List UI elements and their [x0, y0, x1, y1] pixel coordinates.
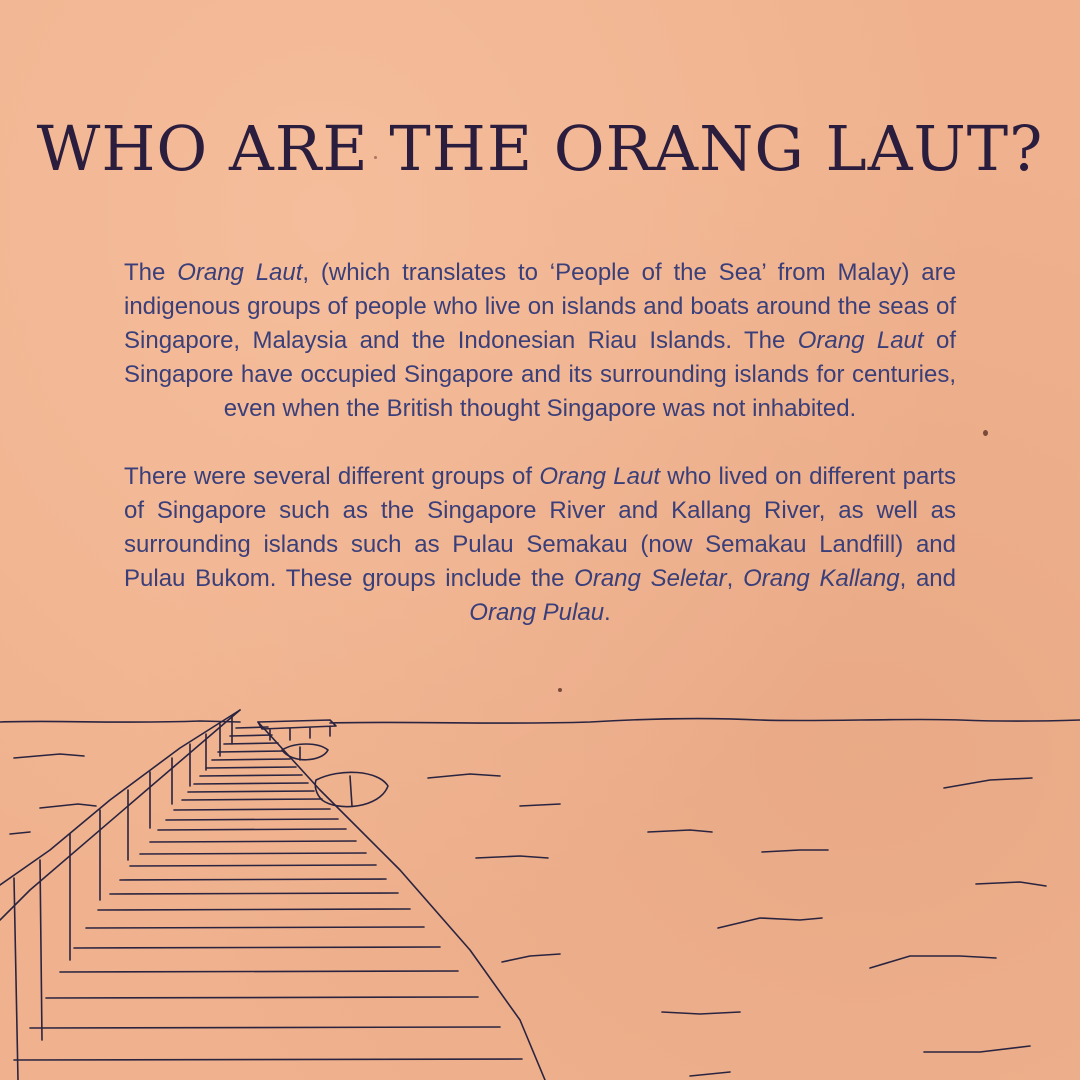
distant-platform — [258, 720, 336, 740]
paper-speck — [558, 688, 562, 692]
page-title: WHO ARE THE ORANG LAUT? — [36, 112, 1044, 185]
jetty-railing-top — [0, 710, 240, 885]
jetty-left-edge — [0, 710, 240, 920]
body-text — [124, 256, 956, 664]
boat-large — [315, 772, 388, 806]
intro-paragraph: The Orang Laut, (which translates to ‘People of the Sea’ from Malay) are indigenous groups of people who live on islands and boats around the seas of Singapore, Malaysia and the Indonesian Riau Islands. The Orang Laut of Singapore have occupied Singapore and its surrounding islands for centuries, even when the British thought Singapore was not inhabited. — [124, 259, 956, 422]
groups-paragraph: There were several different groups of Orang Laut who lived on different parts of Singapore such as the Singapore River and Kallang River, as well as surrounding islands such as Pulau Semakau (now Semakau Landfill) and Pulau Bukom. These groups include the Orang Seletar, Orang Kallang, and Orang Pulau. — [124, 463, 956, 626]
jetty-railing-posts — [14, 716, 232, 1080]
paper-speck — [983, 430, 988, 436]
horizon-line — [0, 719, 1080, 724]
boat-small — [282, 744, 328, 760]
jetty-sea-illustration — [0, 700, 1080, 1080]
